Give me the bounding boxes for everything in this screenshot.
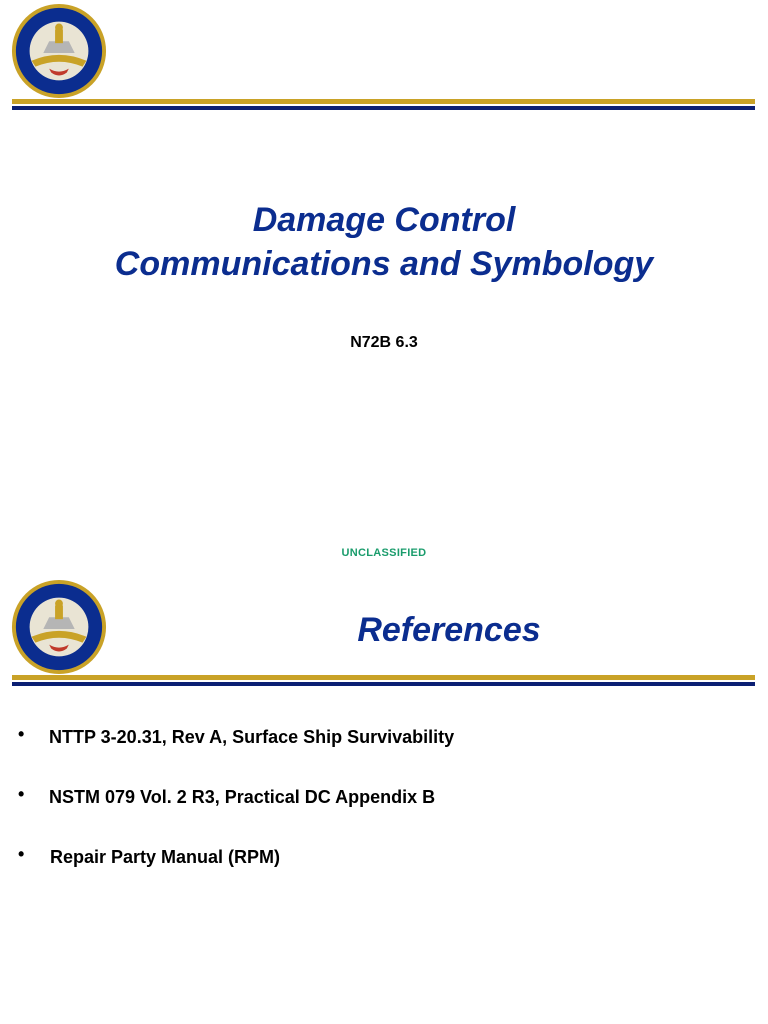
course-code: N72B 6.3 xyxy=(350,334,418,351)
header-rule-gold xyxy=(12,99,755,104)
bullet-icon: • xyxy=(18,844,25,864)
header-rule-navy xyxy=(12,682,755,686)
slide-title xyxy=(0,198,768,286)
reference-text: NSTM 079 Vol. 2 R3, Practical DC Appendix B xyxy=(49,787,436,807)
slide-title-line-2: Communications and Symbology xyxy=(114,245,654,283)
slide-title: References xyxy=(357,611,541,649)
references-slide xyxy=(0,576,768,1024)
classification-label: UNCLASSIFIED xyxy=(341,547,427,559)
reference-text: NTTP 3-20.31, Rev A, Surface Ship Survivability xyxy=(49,727,455,747)
bullet-icon: • xyxy=(18,724,25,744)
swos-seal-icon xyxy=(10,2,108,100)
header-rule-gold xyxy=(12,675,755,680)
bullet-icon: • xyxy=(18,784,25,804)
reference-text: Repair Party Manual (RPM) xyxy=(50,847,281,867)
header-rule-navy xyxy=(12,106,755,110)
slide-title-line-1: Damage Control xyxy=(252,201,516,239)
